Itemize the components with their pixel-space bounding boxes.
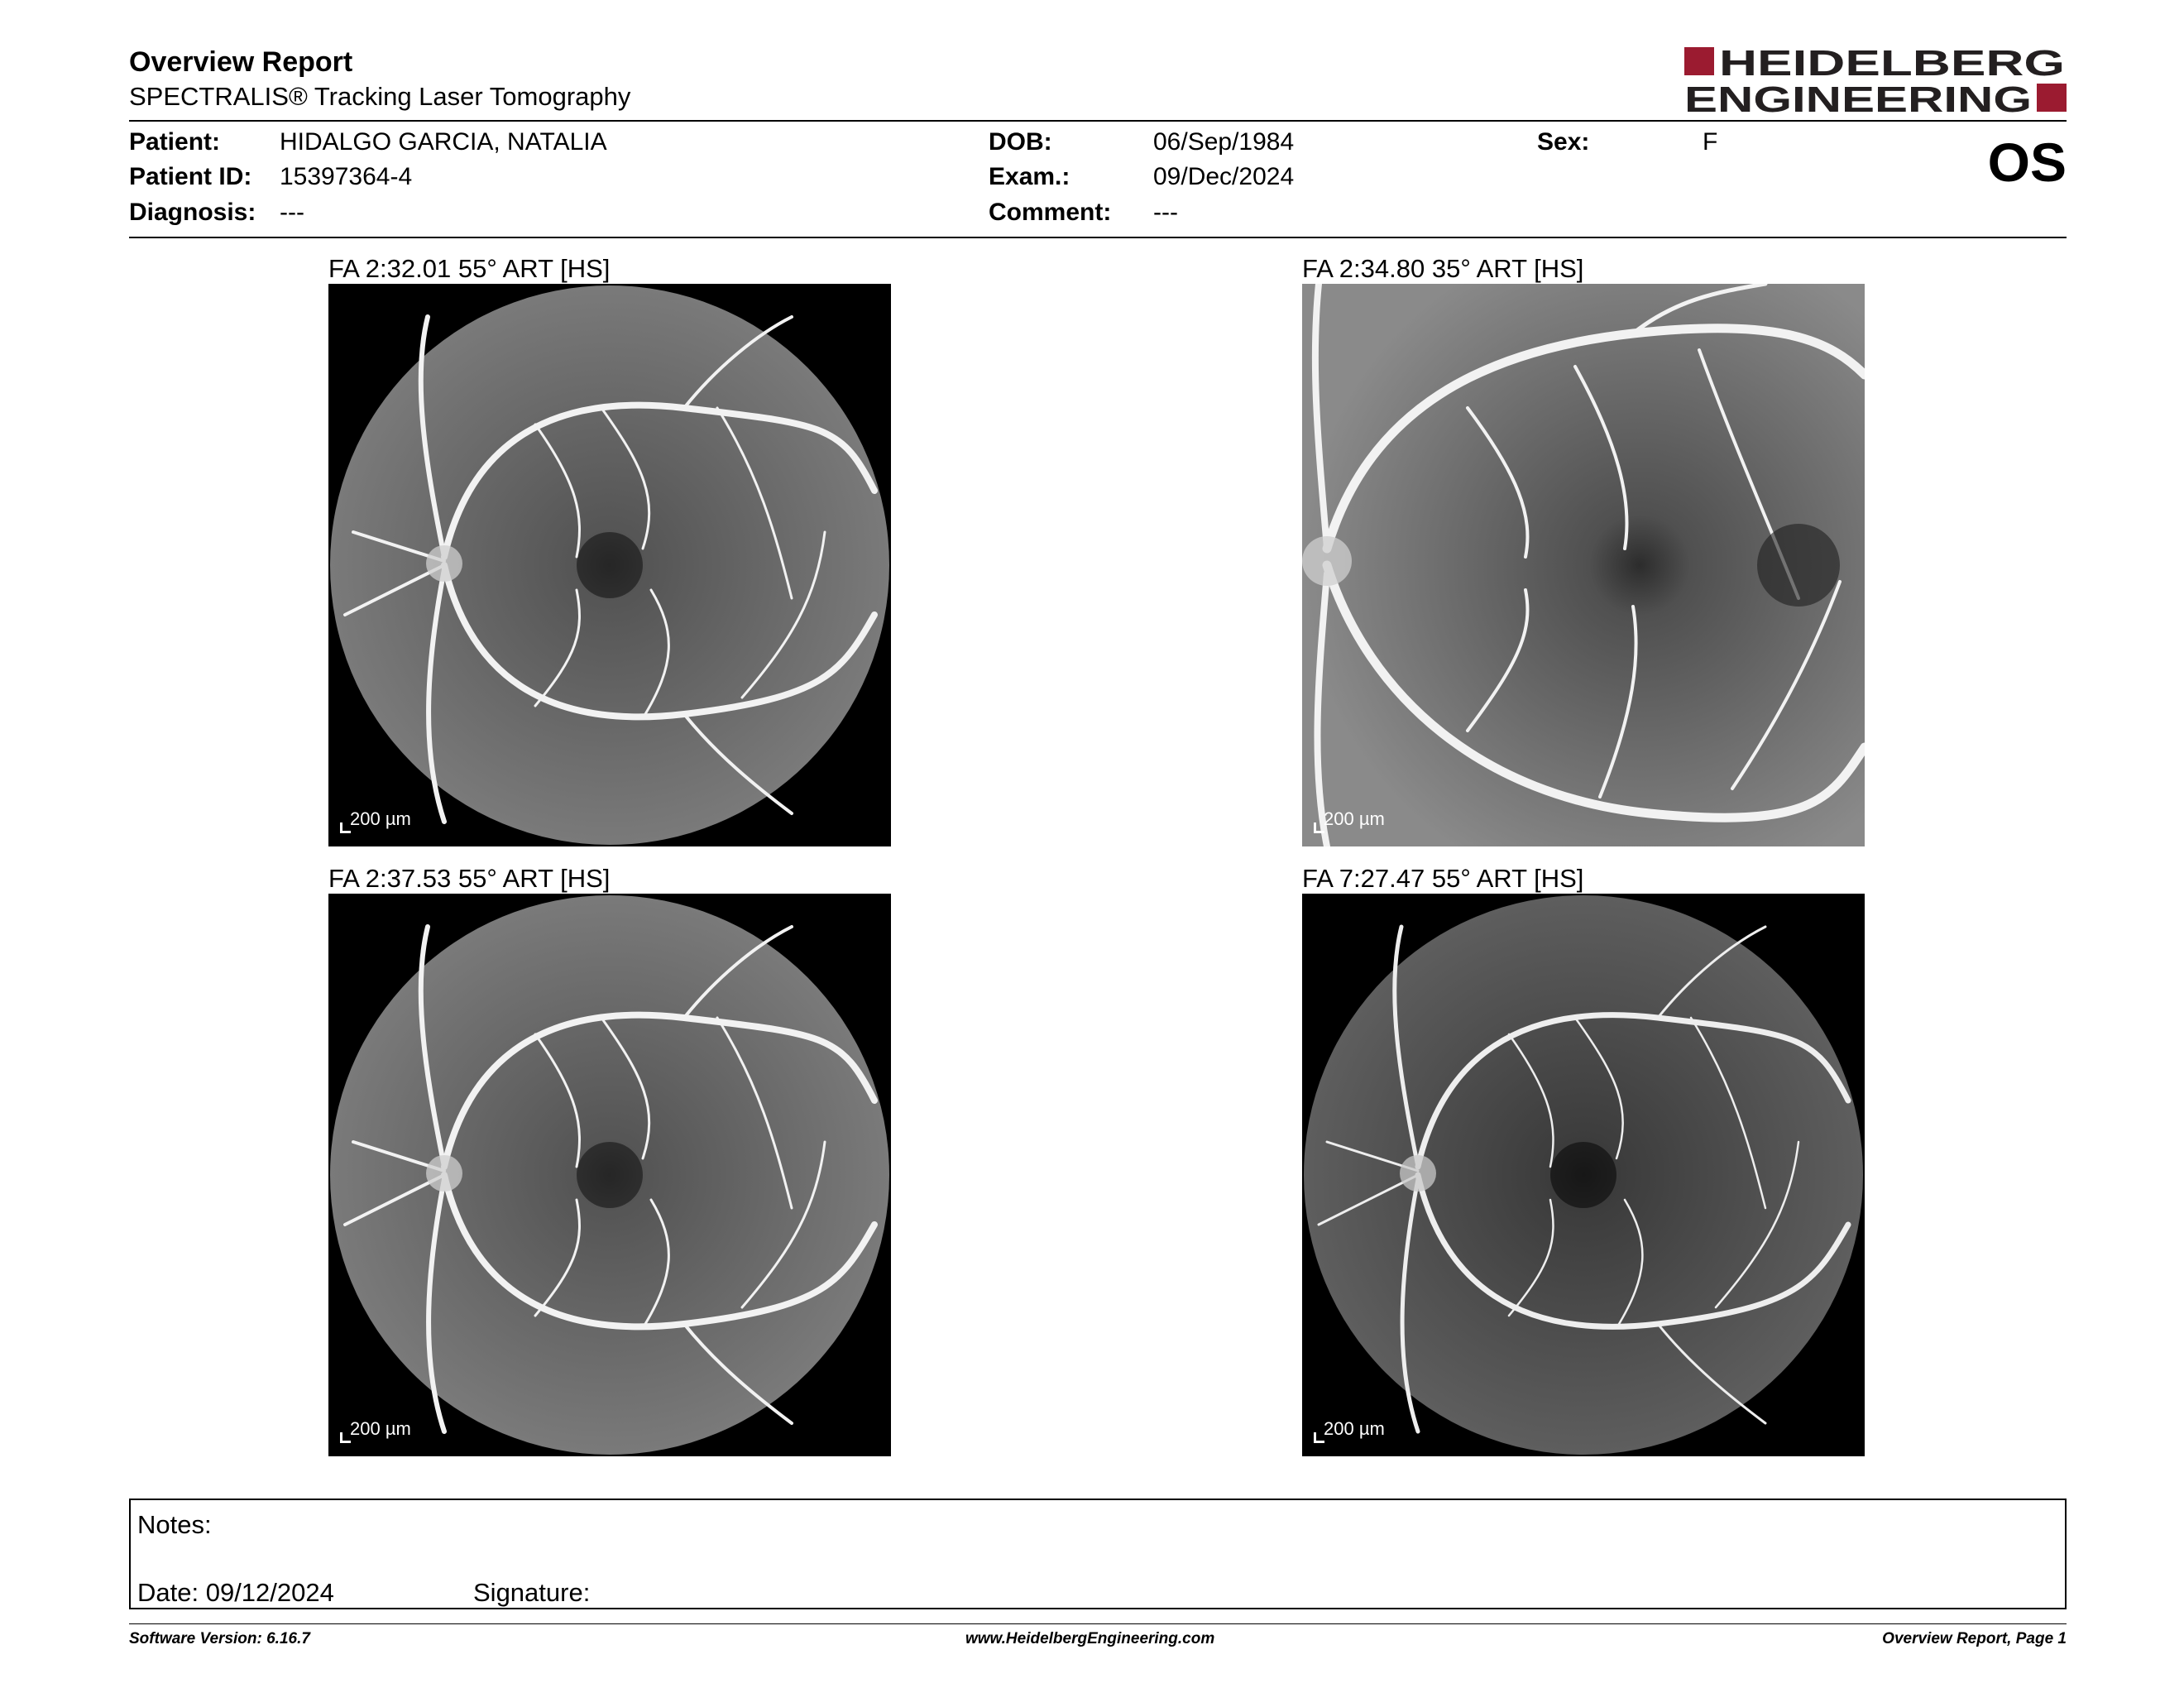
image-caption-4: FA 7:27.47 55° ART [HS] bbox=[1302, 864, 1584, 893]
image-caption-3: FA 2:37.53 55° ART [HS] bbox=[328, 864, 611, 893]
dob-label: DOB: bbox=[989, 128, 1052, 156]
patient-id: 15397364-4 bbox=[280, 163, 413, 190]
sex-label: Sex: bbox=[1537, 128, 1590, 156]
logo-line2: ENGINEERING bbox=[1684, 79, 2032, 116]
signature-label: Signature: bbox=[473, 1578, 591, 1607]
header-divider bbox=[129, 120, 2067, 122]
notes-box[interactable] bbox=[129, 1499, 2067, 1609]
heidelberg-logo bbox=[1684, 46, 2067, 116]
scale-label-1: 200 µm bbox=[350, 808, 411, 829]
scale-label-3: 200 µm bbox=[350, 1418, 411, 1439]
comment-value: --- bbox=[1153, 199, 1178, 226]
patient-label: Patient: bbox=[129, 128, 221, 156]
fundus-image-3[interactable] bbox=[328, 894, 891, 1456]
report-title: Overview Report bbox=[129, 46, 353, 78]
patient-id-label: Patient ID: bbox=[129, 163, 252, 190]
report-subtitle: SPECTRALIS® Tracking Laser Tomography bbox=[129, 82, 631, 111]
exam-value: 09/Dec/2024 bbox=[1153, 163, 1295, 190]
software-version: Software Version: 6.16.7 bbox=[129, 1630, 310, 1647]
comment-label: Comment: bbox=[989, 199, 1112, 226]
diagnosis-label: Diagnosis: bbox=[129, 199, 256, 226]
scale-label-2: 200 µm bbox=[1324, 808, 1385, 829]
scale-label-4: 200 µm bbox=[1324, 1418, 1385, 1439]
image-caption-1: FA 2:32.01 55° ART [HS] bbox=[328, 254, 611, 283]
fundus-image-1[interactable] bbox=[328, 284, 891, 846]
footer-divider bbox=[129, 1623, 2067, 1624]
exam-label: Exam.: bbox=[989, 163, 1070, 190]
logo-line1: HEIDELBERG bbox=[1719, 46, 2065, 84]
image-caption-2: FA 2:34.80 35° ART [HS] bbox=[1302, 254, 1584, 283]
website-link[interactable]: www.HeidelbergEngineering.com bbox=[965, 1630, 1215, 1647]
fundus-image-4[interactable] bbox=[1302, 894, 1865, 1456]
date-label: Date: 09/12/2024 bbox=[137, 1578, 334, 1607]
sex-value: F bbox=[1703, 128, 1718, 156]
page-indicator: Overview Report, Page 1 bbox=[1882, 1630, 2067, 1647]
patient-divider bbox=[129, 237, 2067, 238]
patient-name: HIDALGO GARCIA, NATALIA bbox=[280, 128, 607, 156]
notes-label: Notes: bbox=[137, 1510, 212, 1539]
diagnosis-value: --- bbox=[280, 199, 304, 226]
fundus-image-2[interactable] bbox=[1302, 284, 1865, 846]
eye-laterality: OS bbox=[1987, 132, 2067, 193]
dob-value: 06/Sep/1984 bbox=[1153, 128, 1295, 156]
